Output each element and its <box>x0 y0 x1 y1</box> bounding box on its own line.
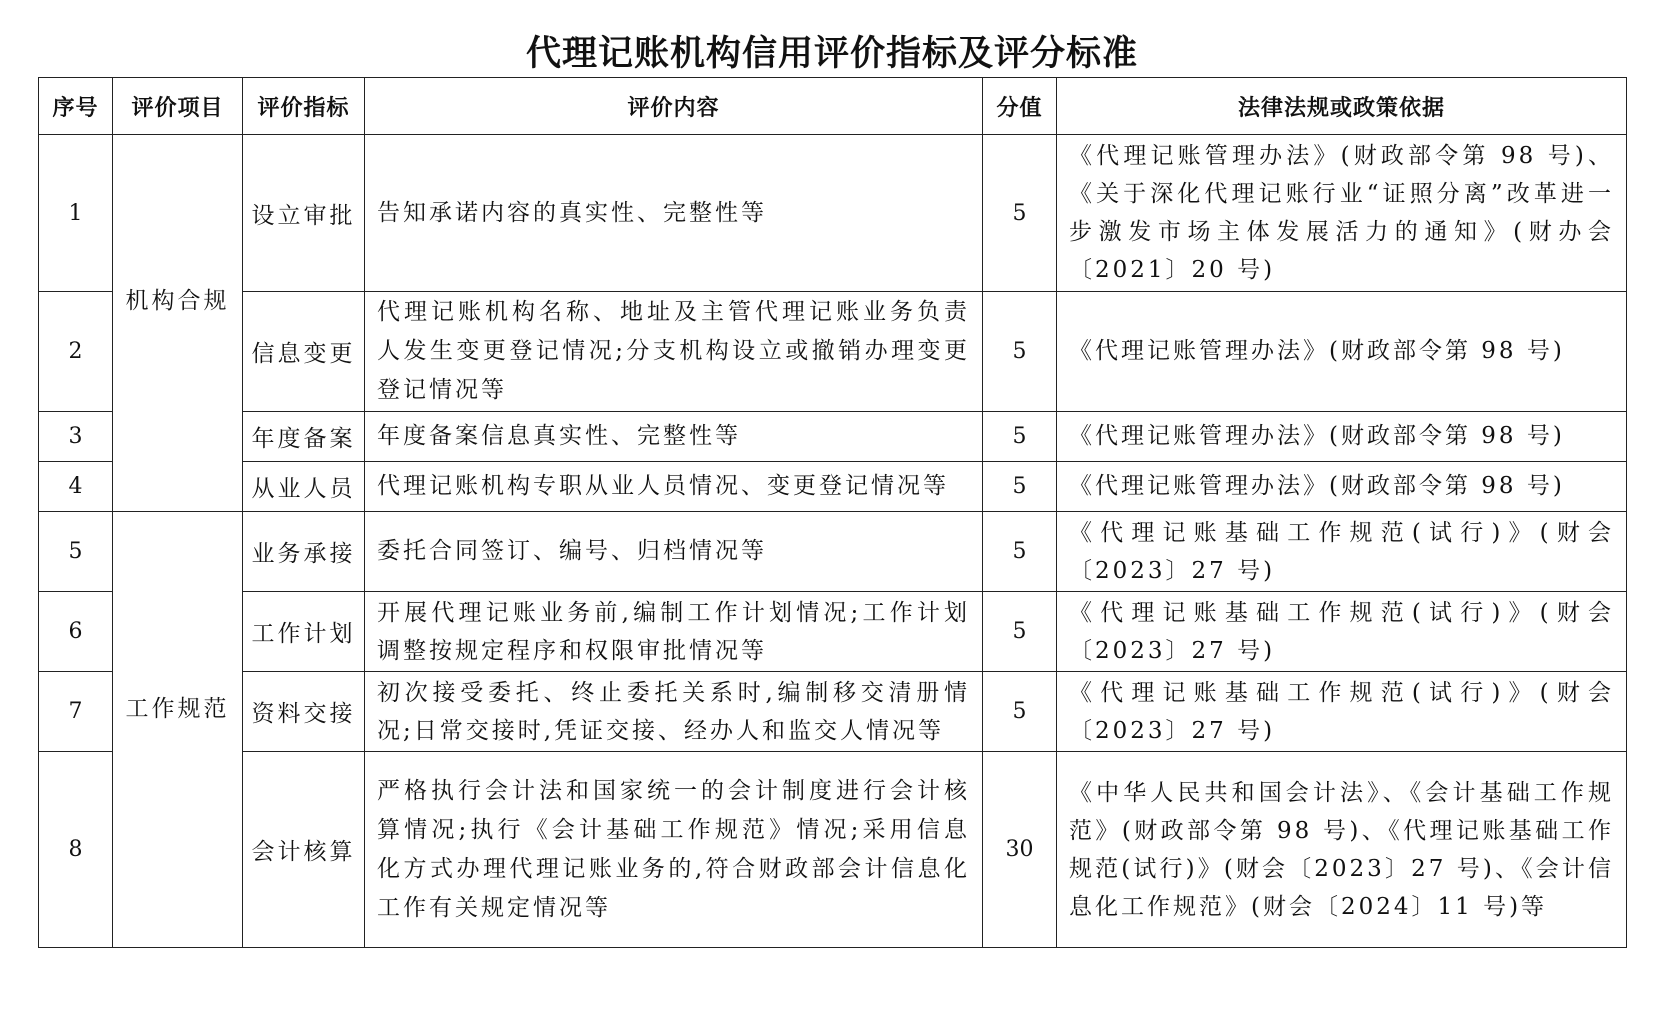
row-score: 5 <box>983 512 1057 592</box>
table-header-row <box>39 78 1627 135</box>
row-score: 5 <box>983 412 1057 462</box>
row-score: 5 <box>983 462 1057 512</box>
row-indicator: 业务承接 <box>243 512 365 592</box>
page-title: 代理记账机构信用评价指标及评分标准 <box>525 33 1138 74</box>
table-row <box>39 512 1627 592</box>
row-seq: 5 <box>39 512 113 592</box>
table-row <box>39 412 1627 462</box>
row-indicator: 设立审批 <box>243 135 365 292</box>
header-seq: 序号 <box>39 78 113 135</box>
group-label-work-standards: 工作规范 <box>113 512 243 948</box>
row-content: 委托合同签订、编号、归档情况等 <box>365 512 983 592</box>
row-content: 代理记账机构专职从业人员情况、变更登记情况等 <box>365 462 983 512</box>
row-seq: 6 <box>39 592 113 672</box>
header-basis: 法律法规或政策依据 <box>1057 78 1627 135</box>
row-basis: 《中华人民共和国会计法》、《会计基础工作规范》(财政部令第 98 号)、《代理记账基础工作规范(试行)》(财会〔2023〕27 号)、《会计信息化工作规范》(财会〔2024〕11 号)等 <box>1057 752 1627 948</box>
row-basis: 《代理记账基础工作规范(试行)》(财会〔2023〕27 号) <box>1057 592 1627 672</box>
row-indicator: 会计核算 <box>243 752 365 948</box>
row-score: 5 <box>983 592 1057 672</box>
table-row <box>39 135 1627 292</box>
row-seq: 8 <box>39 752 113 948</box>
row-score: 5 <box>983 135 1057 292</box>
row-basis: 《代理记账基础工作规范(试行)》(财会〔2023〕27 号) <box>1057 672 1627 752</box>
row-indicator: 工作计划 <box>243 592 365 672</box>
row-content: 开展代理记账业务前,编制工作计划情况;工作计划调整按规定程序和权限审批情况等 <box>365 592 983 672</box>
row-indicator: 资料交接 <box>243 672 365 752</box>
row-content: 初次接受委托、终止委托关系时,编制移交清册情况;日常交接时,凭证交接、经办人和监交人情况等 <box>365 672 983 752</box>
header-content: 评价内容 <box>365 78 983 135</box>
row-basis: 《代理记账管理办法》(财政部令第 98 号) <box>1057 412 1627 462</box>
row-score: 5 <box>983 672 1057 752</box>
table-row <box>39 672 1627 752</box>
row-score: 30 <box>983 752 1057 948</box>
row-score: 5 <box>983 292 1057 412</box>
row-seq: 3 <box>39 412 113 462</box>
row-seq: 2 <box>39 292 113 412</box>
row-seq: 4 <box>39 462 113 512</box>
row-seq: 1 <box>39 135 113 292</box>
evaluation-table <box>38 77 1627 948</box>
row-indicator: 年度备案 <box>243 412 365 462</box>
table-row <box>39 592 1627 672</box>
header-project: 评价项目 <box>113 78 243 135</box>
row-content: 严格执行会计法和国家统一的会计制度进行会计核算情况;执行《会计基础工作规范》情况;采用信息化方式办理代理记账业务的,符合财政部会计信息化工作有关规定情况等 <box>365 752 983 948</box>
row-basis: 《代理记账管理办法》(财政部令第 98 号) <box>1057 462 1627 512</box>
table-row <box>39 292 1627 412</box>
row-basis: 《代理记账基础工作规范(试行)》(财会〔2023〕27 号) <box>1057 512 1627 592</box>
row-content: 代理记账机构名称、地址及主管代理记账业务负责人发生变更登记情况;分支机构设立或撤销办理变更登记情况等 <box>365 292 983 412</box>
row-content: 年度备案信息真实性、完整性等 <box>365 412 983 462</box>
row-seq: 7 <box>39 672 113 752</box>
row-basis: 《代理记账管理办法》(财政部令第 98 号) <box>1057 292 1627 412</box>
header-score: 分值 <box>983 78 1057 135</box>
row-basis: 《代理记账管理办法》(财政部令第 98 号)、《关于深化代理记账行业“证照分离”改革进一步激发市场主体发展活力的通知》(财办会〔2021〕20 号) <box>1057 135 1627 292</box>
header-indicator: 评价指标 <box>243 78 365 135</box>
row-indicator: 信息变更 <box>243 292 365 412</box>
row-content: 告知承诺内容的真实性、完整性等 <box>365 135 983 292</box>
table-row <box>39 752 1627 948</box>
group-label-compliance: 机构合规 <box>113 135 243 512</box>
row-indicator: 从业人员 <box>243 462 365 512</box>
table-row <box>39 462 1627 512</box>
